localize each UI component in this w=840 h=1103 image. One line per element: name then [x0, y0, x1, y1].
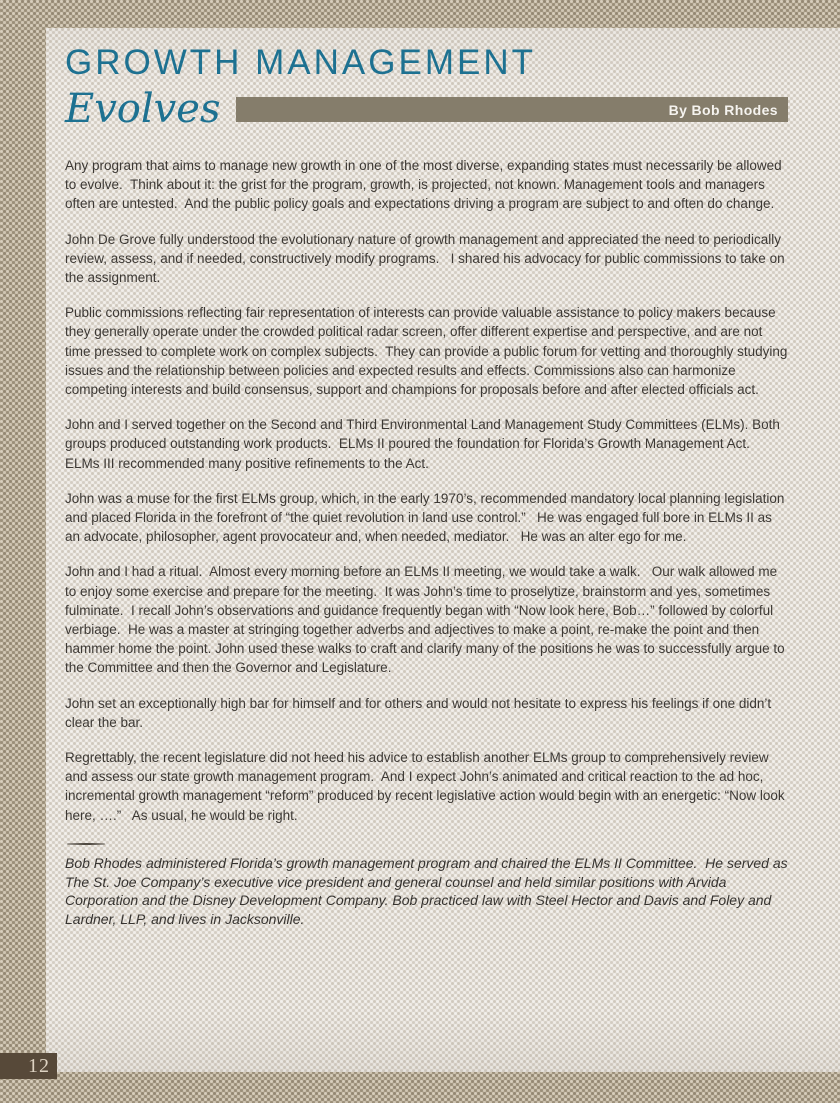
bio-divider-rule: [67, 843, 105, 845]
paragraph: Regrettably, the recent legislature did not heed his advice to establish another ELMs group to comprehensively review and assess our state growth management program. And I expect John’s animated and critical reaction to the ad hoc, incremental growth management “reform” produced by recent legislative action would begin with an energetic: “Now look here, ….” As usual, he would be right.: [65, 750, 789, 823]
article-title: GROWTH MANAGEMENT: [65, 43, 536, 82]
paragraph: John and I served together on the Second and Third Environmental Land Management Study Committees (ELMs). Both groups produced outstanding work products. ELMs II poured the foundation for Florida’s Growth Management Act. ELMs III recommended many positive refinements to the Act.: [65, 417, 784, 471]
paragraph: John and I had a ritual. Almost every morning before an ELMs II meeting, we would take a walk. Our walk allowed me to enjoy some exercise and prepare for the meeting. It was John’s time to proselytize, brainstorm and yes, sometimes fulminate. I recall John’s observations and guidance frequently began with “Now look here, Bob…” followed by colorful verbiage. He was a master at stringing together adverbs and adjectives to make a point, re-make the point and then hammer home the point. John used these walks to craft and clarify many of the positions he was to successfully argue to the Committee and then the Governor and Legislature.: [65, 564, 789, 676]
byline-text: By Bob Rhodes: [668, 101, 778, 118]
paragraph: John was a muse for the first ELMs group, which, in the early 1970’s, recommended mandatory local planning legislation and placed Florida in the forefront of “the quiet revolution in land use control.” He was engaged full bore in ELMs II as an advocate, philosopher, agent provocateur and, when needed, mediator. He was an alter ego for me.: [65, 490, 789, 545]
page-number: 12: [28, 1054, 50, 1077]
page-number-box: [0, 1053, 57, 1079]
article-page: [46, 28, 840, 1072]
subtitle-row: [65, 86, 788, 138]
paragraph: Public commissions reflecting fair representation of interests can provide valuable assistance to policy makers because they generally operate under the crowded political radar screen, offer different expertise and perspective, and are not time pressed to complete work on complex subjects. They can provide a public forum for vetting and thoroughly studying issues and the relationship between policies and expected results and effects. Commissions also can harmonize competing interests and build consensus, support and champions for proposals before and after elected officials act.: [65, 305, 792, 398]
paragraph: John set an exceptionally high bar for himself and for others and would not hesitate to express his feelings if one didn’t clear the bar.: [65, 695, 775, 730]
article-body: [65, 156, 792, 929]
paragraph: Any program that aims to manage new growth in one of the most diverse, expanding states must necessarily be allowed to evolve. Think about it: the grist for the program, growth, is projected, not known. Management tools and managers often are untested. And the public policy goals and expectations driving a program are subject to and often do change.: [65, 158, 786, 212]
paragraph: John De Grove fully understood the evolutionary nature of growth management and appreciated the need to periodically review, assess, and if needed, constructively modify programs. I shared his advocacy for public commissions to take on the assignment.: [65, 231, 789, 286]
author-bio: Bob Rhodes administered Florida’s growth management program and chaired the ELMs II Committee. He served as The St. Joe Company’s executive vice president and general counsel and held similar positions with Arvida Corporation and the Disney Development Company. Bob practiced law with Steel Hector and Davis and Foley and Lardner, LLP, and lives in Jacksonville.: [65, 854, 792, 928]
article-subtitle-script: Evolves: [65, 86, 221, 132]
byline-banner: [236, 97, 788, 122]
